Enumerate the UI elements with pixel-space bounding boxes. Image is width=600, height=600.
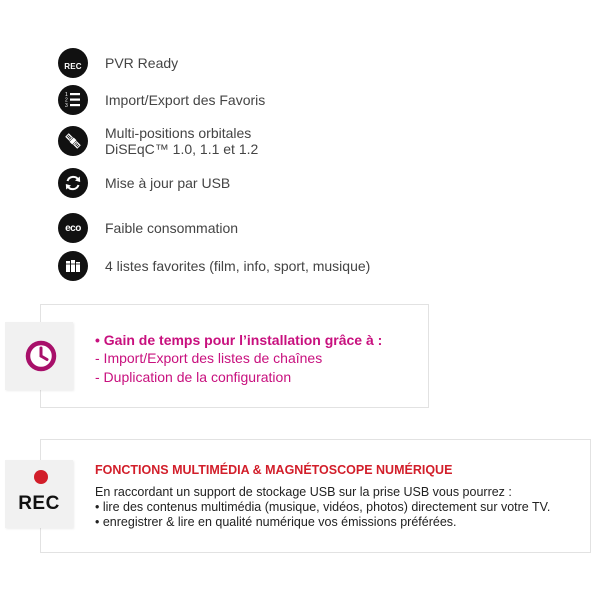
feature-label-line1: Multi-positions orbitales <box>105 125 252 141</box>
clock-icon-tile <box>5 322 73 390</box>
feature-pvr <box>58 48 178 78</box>
rec-icon-tile <box>5 460 73 528</box>
list-icon <box>58 85 88 115</box>
multimedia-line-3: • enregistrer & lire en qualité numérique vos émissions préférées. <box>95 515 457 529</box>
feature-favorite-lists <box>58 251 370 281</box>
feature-usb-update <box>58 168 230 198</box>
feature-label: Import/Export des Favoris <box>105 92 266 108</box>
eco-icon: eco <box>58 213 88 243</box>
satellite-icon <box>58 126 88 156</box>
record-dot <box>34 470 48 484</box>
multimedia-line-1: En raccordant un support de stockage USB sur la prise USB vous pourrez : <box>95 485 512 499</box>
clock-icon <box>5 322 73 390</box>
feature-eco <box>58 213 238 243</box>
multimedia-line-2: • lire des contenus multimédia (musique, vidéos, photos) directement sur votre TV. <box>95 500 551 514</box>
rec-icon: REC <box>58 48 88 78</box>
installation-heading: • Gain de temps pour l’installation grâce à : <box>95 332 383 348</box>
multimedia-title: FONCTIONS MULTIMÉDIA & MAGNÉTOSCOPE NUMÉRIQUE <box>95 463 453 477</box>
svg-text:1: 1 <box>65 92 68 98</box>
feature-label <box>105 125 258 157</box>
svg-text:2: 2 <box>65 97 68 104</box>
favorites-icon <box>58 251 88 281</box>
svg-text:3: 3 <box>65 103 68 109</box>
usb-update-icon <box>58 168 88 198</box>
feature-label: 4 listes favorites (film, info, sport, musique) <box>105 258 371 274</box>
installation-line-2: - Duplication de la configuration <box>95 369 292 385</box>
feature-label: PVR Ready <box>105 55 179 71</box>
feature-label-line2: DiSEqC™ 1.0, 1.1 et 1.2 <box>105 141 259 157</box>
installation-line-1: - Import/Export des listes de chaînes <box>95 350 323 366</box>
feature-diseqc <box>58 125 258 157</box>
feature-label: Faible consommation <box>105 220 239 236</box>
feature-favorites-import <box>58 85 265 115</box>
rec-big-icon <box>5 460 73 528</box>
rec-label: REC <box>18 493 60 514</box>
feature-label: Mise à jour par USB <box>105 175 231 191</box>
